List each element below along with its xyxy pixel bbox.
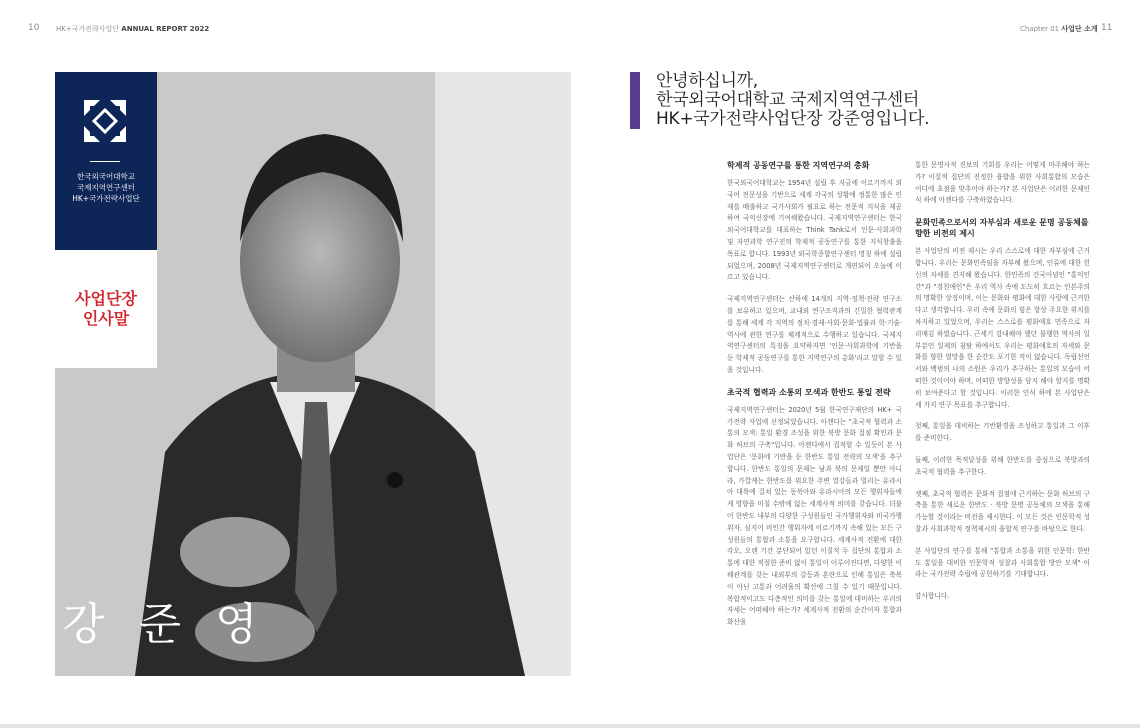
closing-text: 감사합니다. — [915, 592, 950, 601]
header-org: HK+국가전략사업단 — [56, 25, 120, 33]
greeting-line-1: 안녕하십니까, — [656, 71, 758, 91]
header-chapter: Chapter 01 — [1020, 25, 1060, 33]
page-bottom-edge — [0, 724, 1140, 728]
greeting-line-2: 한국외국어대학교 국제지역연구센터 — [656, 90, 920, 110]
section-heading: 학제적 공동연구를 통한 지역연구의 총화 — [727, 161, 870, 170]
right-page-number: 11 — [1101, 23, 1113, 33]
text-column-1 — [727, 160, 902, 639]
logo-text-line-2: 국제지역연구센터 — [77, 183, 135, 192]
left-running-header — [56, 24, 209, 34]
greeting-line-3: HK+국가전략사업단장 강준영입니다. — [656, 109, 930, 129]
right-running-header — [1020, 24, 1098, 34]
paragraph: 한국외국어대학교는 1954년 설립 후 지금에 이르기까지 외국어 전문성을 기반으로 세계 각국의 상황에 정통한 많은 인재를 배출하고 국가사회가 필요로 하는 전문적 지식을 제공하여 국익신장에 기여해왔습니다. 국제지역연구센터는 한국외국어대학교를 대표하는 Think Tank로서 인문·사회과학 및 자연과학 연구진의 학제적 공동연구를 통한 지식창출을 목표로 합니다. 1993년 외국학종합연구센터 명칭 하에 설립되었으며, 2008년 국제지역연구센터로 개편되어 오늘에 이르고 있습니다. — [727, 179, 902, 282]
logo-text-line-1: 한국외국어대학교 — [77, 172, 135, 181]
paragraph: 둘째, 이러한 목적달성을 위해 한반도를 중심으로 북방과의 초국적 협력을 추구한다. — [915, 455, 1090, 476]
header-report-title: ANNUAL REPORT 2022 — [121, 25, 210, 33]
paragraph: 국제지역연구센터는 2020년 5월 한국연구재단의 HK+ 국가전략 사업에 선정되었습니다. 아젠다는 "초국적 협력과 소통의 모색: 통일 환경 조성을 위한 북방 문화 접점 확인과 문화 허브의 구축"입니다. 아젠다에서 집작할 수 있듯이 본 사업단은 '문화에 기반을 둔 한반도 통일 전략의 모색'을 추구합니다. 한반도 통일의 문제는 남과 북의 문제일 뿐만 아니라, 가깝게는 한반도를 위요한 주변 열강들과 멀리는 유라시아 대륙에 걸쳐 있는 동북아와 유라시아의 모든 행위자들에게 영향을 미칠 수밖에 없는 세계사적 의미를 갖습니다. 더불어 한반도 내부의 다양한 구성원들인 국가행위자와 비국가행위자, 심지어 비인간 행위자에 이르기까지 속해 있는 모든 구성원들의 통합과 소통을 요구합니다. 세계사적 전환에 대한 각오, 오랜 기간 분단되어 있던 이질적 두 집단의 통합과 소통에 대한 적절한 준비 없이 통일이 이루어진다면, 다양한 이해관계를 갖는 내외부의 갈등과 혼란으로 인해 통일은 축복이 아닌 고통과 어려움의 확산에 그칠 수 있기 때문입니다. 복합적이고도 다층적인 의미를 갖는 통일에 대비하는 우리의 자세는 어떠해야 하는가? 세계사적 전환의 순간이자 통합과 화산을 — [727, 405, 902, 627]
paragraph: 첫째, 통일을 대비하는 기반환경을 조성하고 통일과 그 이후를 준비한다. — [915, 422, 1090, 443]
greeting-accent-bar — [630, 72, 640, 129]
name-overlay: 강 준 영 — [62, 599, 268, 650]
paragraph: 통한 문명사적 진보의 기회를 우리는 어떻게 마주해야 하는가? 이질적 집단의 진정한 융합을 위한 사회통합의 모습은 어디에 초점을 맞추어야 하는가? 본 사업단은 이러한 문제인식 하에 아젠다를 구축하였습니다. — [915, 161, 1090, 205]
side-title-line-2: 인사말 — [82, 309, 130, 328]
header-section: 사업단 소개 — [1061, 25, 1098, 33]
logo-divider — [90, 161, 120, 162]
paragraph: 본 사업단의 연구를 통해 "통합과 소통을 위한 인문학: 한반도 통일을 대비한 인문학적 성찰과 사회통합 방안 모색" 이라는 국가전략 수립에 공헌하기를 기대합니다. — [915, 546, 1090, 579]
left-page-number: 10 — [28, 23, 40, 33]
gias-logo-icon — [80, 96, 130, 146]
paragraph: 본 사업단의 비전 제시는 우리 스스로에 대한 자부심에 근거합니다. 우리는 문화민족임을 자부해 왔으며, 인류에 대한 헌신의 자세를 견지해 왔습니다. 한민족의 건국이념인 "홍익인간"과 "경천애인"은 우리 역사 속에 도도히 흐르는 인본주의의 명확한 상징이며, 이는 문화와 평화에 대한 사랑에 근거한다고 생각합니다. 우리 속에 문화의 힘은 항상 주요한 위치를 차지하고 있었으며, 우리는 스스로를 평화애호 민족으로 자리매김 하였습니다. 근세기 감내해야 했던 불행한 역사의 일부분인 일제의 침탈 하에서도 우리는 평화애호의 자세와 문화를 향한 열망을 한 순간도 포기한 적이 없습니다. 독립선언서와 백범의 나의 소원은 우리가 추구하는 통일의 모습이 어떠한 것이어야 하며, 어떠한 방향성을 담지 해야 할지를 명확히 보여준다고 할 것입니다. 이러한 인식 하에 본 사업단은 세 가지 연구 목표를 추구합니다. — [915, 247, 1090, 409]
paragraph: 셋째, 초국적 협력은 문화적 접점에 근거하는 문화 허브의 구축을 통한 새로운 한반도 · 북방 문명 공동체의 모색을 통해 가능할 것이라는 비전을 제시한다. 이 모든 것은 인문학적 성찰과 사회과학적 정책제시의 융합적 연구를 바탕으로 한다. — [915, 489, 1090, 533]
logo-text-line-3: HK+국가전략사업단 — [72, 194, 140, 203]
text-column-2 — [915, 160, 1090, 613]
side-title-line-1: 사업단장 — [75, 289, 137, 308]
section-heading: 초국적 협력과 소통의 모색과 한반도 통일 전략 — [727, 387, 891, 397]
section-heading: 문화민족으로서의 자부심과 새로운 문명 공동체를 향한 비전의 제시 — [915, 218, 1089, 239]
paragraph: 국제지역연구센터는 산하에 14개의 지역·정책·전략 연구소를 보유하고 있으며, 교내외 연구조직과의 긴밀한 협력관계를 통해 세계 각 지역의 정치·경제·사회·문화·법률과 학·기술·역사에 관한 연구를 체계적으로 수행하고 있습니다. 국제지역연구센터의 특징을 요약하자면 '인문·사회과학에 기반을 둔 학제적 공동연구를 통한 지역연구의 총화'라고 말할 수 있을 것입니다. — [727, 295, 902, 374]
